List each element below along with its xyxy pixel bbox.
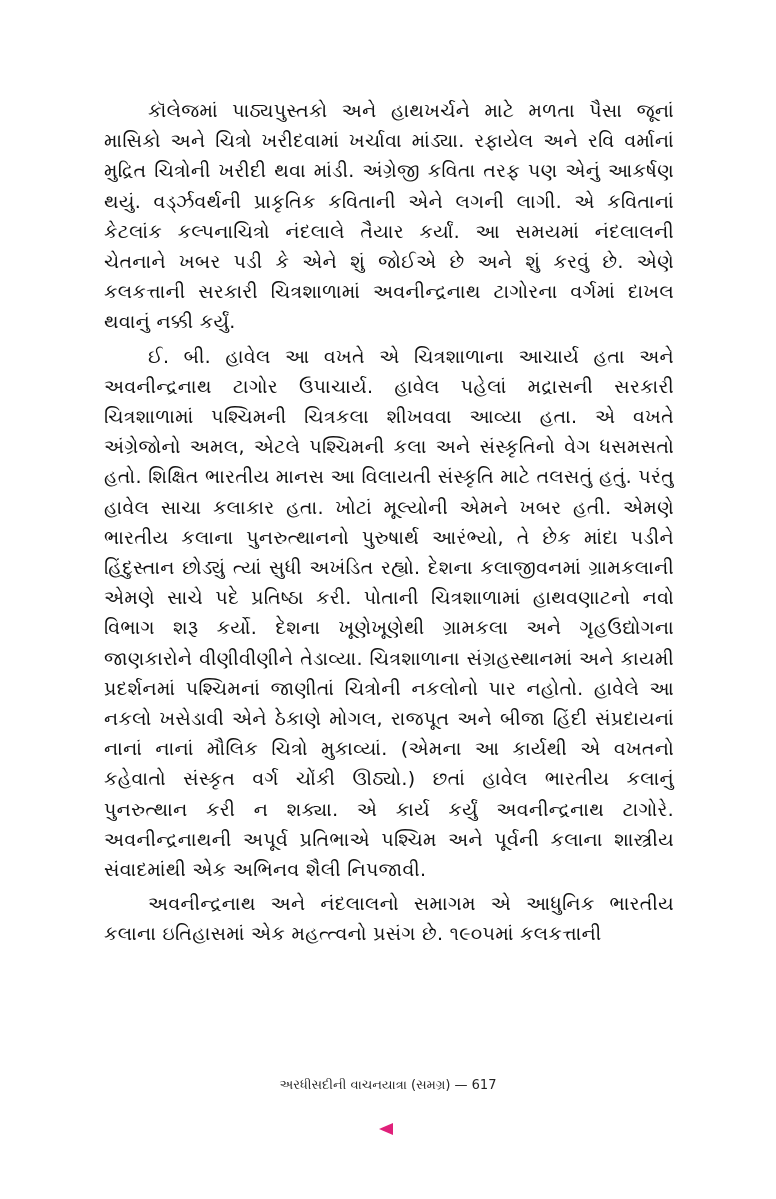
body-text [104, 96, 674, 950]
previous-page-button[interactable] [378, 1121, 394, 1137]
paragraph-3: અવનીન્દ્રનાથ અને નંદલાલનો સમાગમ એ આધુનિક ભારતીય કલાના ઇતિહાસમાં એક મહત્ત્વનો પ્રસંગ છે. ૧૯૦૫માં કલકત્તાની [104, 893, 674, 946]
page-footer: અરધીસદીની વાચનયાત્રા (સમગ્ર) — 617 [279, 1078, 497, 1093]
left-triangle-icon [378, 1121, 394, 1137]
paragraph-2: ઈ. બી. હાવેલ આ વખતે એ ચિત્રશાળાના આચાર્ય હતા અને અવનીન્દ્રનાથ ટાગોર ઉપાચાર્ય. હાવેલ પહેલાં મદ્રાસની સરકારી ચિત્રશાળામાં પશ્ચિમની ચિત્રકલા શીખવવા આવ્યા હતા. એ વખતે અંગ્રેજોનો અમલ, એટલે પશ્ચિમની કલા અને સંસ્કૃતિનો વેગ ધસમસતો હતો. શિક્ષિત ભારતીય માનસ આ વિલાયતી સંસ્કૃતિ માટે તલસતું હતું. પરંતુ હાવેલ સાચા કલાકાર હતા. ખોટાં મૂલ્યોની એમને ખબર હતી. એમણે ભારતીય કલાના પુનરુત્થાનનો પુરુષાર્થ આરંભ્યો, તે છેક માંદા પડીને હિંદુસ્તાન છોડ્યું ત્યાં સુધી અખંડિત રહ્યો. દેશના કલાજીવનમાં ગ્રામકલાની એમણે સાચે પદે પ્રતિષ્ઠા કરી. પોતાની ચિત્રશાળામાં હાથવણાટનો નવો વિભાગ શરૂ કર્યો. દેશના ખૂણેખૂણેથી ગ્રામકલા અને ગૃહઉદ્યોગના જાણકારોને વીણીવીણીને તેડાવ્યા. ચિત્રશાળાના સંગ્રહસ્થાનમાં અને કાયમી પ્રદર્શનમાં પશ્ચિમનાં જાણીતાં ચિત્રોની નકલોનો પાર નહોતો. હાવેલે આ નકલો ખસેડાવી એને ઠેકાણે મોગલ, રાજપૂત અને બીજા હિંદી સંપ્રદાયનાં નાનાં નાનાં મૌલિક ચિત્રો મુકાવ્યાં. (એમના આ કાર્યથી એ વખતનો કહેવાતો સંસ્કૃત વર્ગ ચોંકી ઊઠ્યો.) છતાં હાવેલ ભારતીય કલાનું પુનરુત્થાન કરી ન શક્યા. એ કાર્ય કર્યું અવનીન્દ્રનાથ ટાગોરે. અવનીન્દ્રનાથની અપૂર્વ પ્રતિભાએ પશ્ચિમ અને પૂર્વની કલાના શાસ્ત્રીય સંવાદમાંથી એક અભિનવ શૈલી નિપજાવી. [104, 345, 674, 882]
paragraph-1: કૉલેજમાં પાઠ્યપુસ્તકો અને હાથખર્ચને માટે મળતા પૈસા જૂનાં માસિકો અને ચિત્રો ખરીદવામાં ખર્ચાવા માંડ્યા. રફાયેલ અને રવિ વર્માનાં મુદ્રિત ચિત્રોની ખરીદી થવા માંડી. અંગ્રેજી કવિતા તરફ પણ એનું આકર્ષણ થયું. વર્ડ્ઝવર્થની પ્રાકૃતિક કવિતાની એને લગની લાગી. એ કવિતાનાં કેટલાંક કલ્પનાચિત્રો નંદલાલે તૈયાર કર્યાં. આ સમયમાં નંદલાલની ચેતનાને ખબર પડી કે એને શું જોઈએ છે અને શું કરવું છે. એણે કલકત્તાની સરકારી ચિત્રશાળામાં અવનીન્દ્રનાથ ટાગોરના વર્ગમાં દાખલ થવાનું નક્કી કર્યું. [104, 100, 674, 334]
